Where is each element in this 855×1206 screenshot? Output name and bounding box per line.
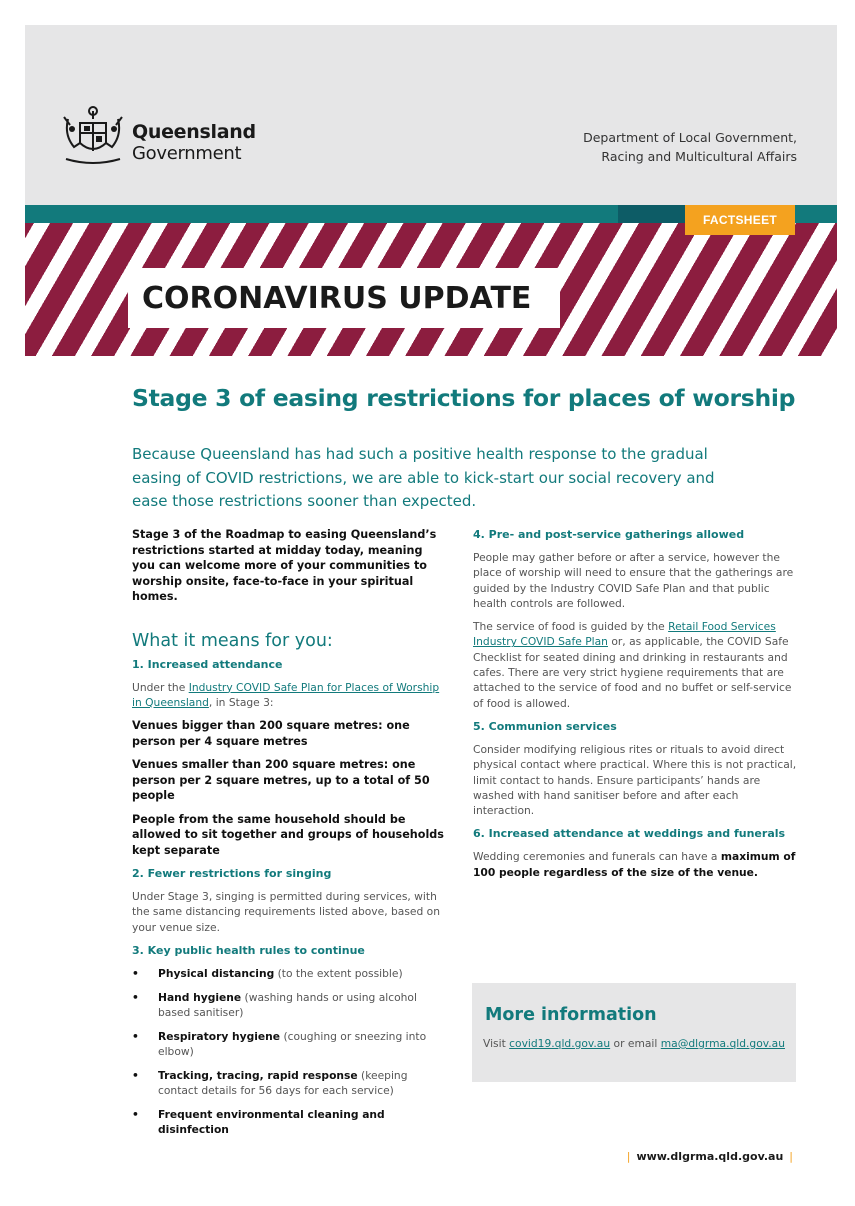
covid-website-link[interactable]: covid19.qld.gov.au [509, 1037, 611, 1050]
food-service-pre: The service of food is guided by the [473, 620, 669, 634]
more-mid: or email [610, 1037, 661, 1050]
list-item [132, 1107, 444, 1137]
rule-detail: (to the extent possible) [274, 966, 403, 980]
bullet-icon: • [132, 1107, 139, 1121]
rule-name: Respiratory hygiene [158, 1029, 281, 1043]
attendance-intro [132, 680, 444, 711]
bullet-icon: • [132, 990, 139, 1004]
intro-paragraph: Because Queensland has had such a positive health response to the gradual easing of COVID restrictions, we are able to kick-start our social recovery and ease those restrictions sooner than expected. [132, 445, 715, 510]
singing-text: Under Stage 3, singing is permitted during services, with the same distancing requirements listed above, based on your venue size. [132, 890, 440, 934]
logo-text-government: Government [132, 143, 242, 164]
left-column [132, 527, 444, 1146]
footer-divider: | [626, 1150, 631, 1163]
footer [621, 1150, 799, 1163]
banner-label-box [128, 268, 560, 328]
food-service-text [473, 619, 799, 711]
communion-text: Consider modifying religious rites or rituals to avoid direct physical contact where practical. Where this is not practical, limit contact to hands. Ensure participants’ hands are washed with hand sanitiser before and after each interaction. [473, 742, 797, 818]
coat-of-arms-icon [60, 105, 126, 167]
list-item [132, 990, 444, 1020]
list-item [132, 1068, 444, 1098]
rule-name: Frequent environmental cleaning and disinfection [158, 1107, 385, 1136]
rule-detail: (keeping contact details for 56 days for each service) [158, 1068, 408, 1097]
heading-communion: 5. Communion services [473, 719, 617, 733]
heading-weddings-funerals: 6. Increased attendance at weddings and funerals [473, 827, 786, 841]
factsheet-tag: FACTSHEET [685, 205, 795, 235]
teal-band-accent [618, 205, 688, 223]
rule-detail: (coughing or sneezing into elbow) [158, 1029, 427, 1058]
food-service-post: or, as applicable, the COVID Safe Checklist for seated dining and drinking in restaurants and cafes. There are very strict hygiene requirements that are attached to the service of food and no buffet or self-service of food is allowed. [473, 635, 792, 710]
more-pre: Visit [483, 1037, 510, 1050]
attendance-intro-pre: Under the [132, 680, 189, 694]
logo-text-queensland: Queensland [132, 121, 256, 143]
department-line-2: Racing and Multicultural Affairs [601, 149, 797, 164]
lead-paragraph: Stage 3 of the Roadmap to easing Queensland’s restrictions started at midday today, meaning you can welcome more of your communities to worship onsite, face-to-face in your spiritual homes. [132, 528, 437, 603]
more-information-text [483, 1037, 785, 1050]
places-of-worship-plan-link[interactable]: Industry COVID Safe Plan for Places of Worship in Queensland [132, 680, 440, 709]
department-line-1: Department of Local Government, [583, 130, 797, 145]
list-item [132, 1029, 444, 1059]
bullet-icon: • [132, 1029, 139, 1043]
qld-government-logo [60, 105, 256, 167]
rule-detail: (washing hands or using alcohol based sanitiser) [158, 990, 417, 1019]
more-information-title: More information [485, 1005, 657, 1025]
weddings-pre: Wedding ceremonies and funerals can have a [473, 850, 721, 864]
retail-food-plan-link[interactable]: Retail Food Services Industry COVID Safe Plan [473, 620, 776, 649]
heading-gatherings: 4. Pre- and post-service gatherings allowed [473, 528, 745, 541]
rule-small-venues: Venues smaller than 200 square metres: one person per 2 square metres, up to a total of 50 people [132, 758, 430, 803]
more-information-box [472, 983, 796, 1082]
rule-name: Tracking, tracing, rapid response [158, 1068, 358, 1082]
footer-url[interactable]: www.dlgrma.qld.gov.au [636, 1150, 784, 1163]
heading-health-rules: 3. Key public health rules to continue [132, 943, 365, 957]
banner-title: CORONAVIRUS UPDATE [142, 280, 532, 316]
rule-name: Physical distancing [158, 966, 275, 980]
section-heading: What it means for you: [132, 630, 333, 651]
heading-singing: 2. Fewer restrictions for singing [132, 867, 332, 881]
footer-divider: | [789, 1150, 793, 1163]
weddings-funerals-text [473, 849, 799, 880]
heading-increased-attendance: 1. Increased attendance [132, 657, 283, 671]
list-item [132, 966, 444, 981]
page-title: Stage 3 of easing restrictions for places of worship [132, 384, 796, 412]
rule-large-venues: Venues bigger than 200 square metres: one person per 4 square metres [132, 719, 410, 748]
weddings-max-attendance: maximum of 100 people regardless of the size of the venue. [473, 850, 796, 879]
email-link[interactable]: ma@dlgrma.qld.gov.au [660, 1037, 785, 1050]
bullet-icon: • [132, 1068, 139, 1082]
right-column [473, 527, 799, 888]
department-name [583, 128, 797, 166]
health-rules-list [132, 966, 444, 1137]
gatherings-text: People may gather before or after a service, however the place of worship will need to ensure that the gatherings are guided by the Industry COVID Safe Plan and that public health controls are followed. [473, 551, 794, 610]
bullet-icon: • [132, 966, 139, 980]
attendance-intro-post: , in Stage 3: [208, 695, 274, 709]
rule-name: Hand hygiene [158, 990, 242, 1004]
rule-households: People from the same household should be allowed to sit together and groups of households kept separate [132, 812, 444, 857]
